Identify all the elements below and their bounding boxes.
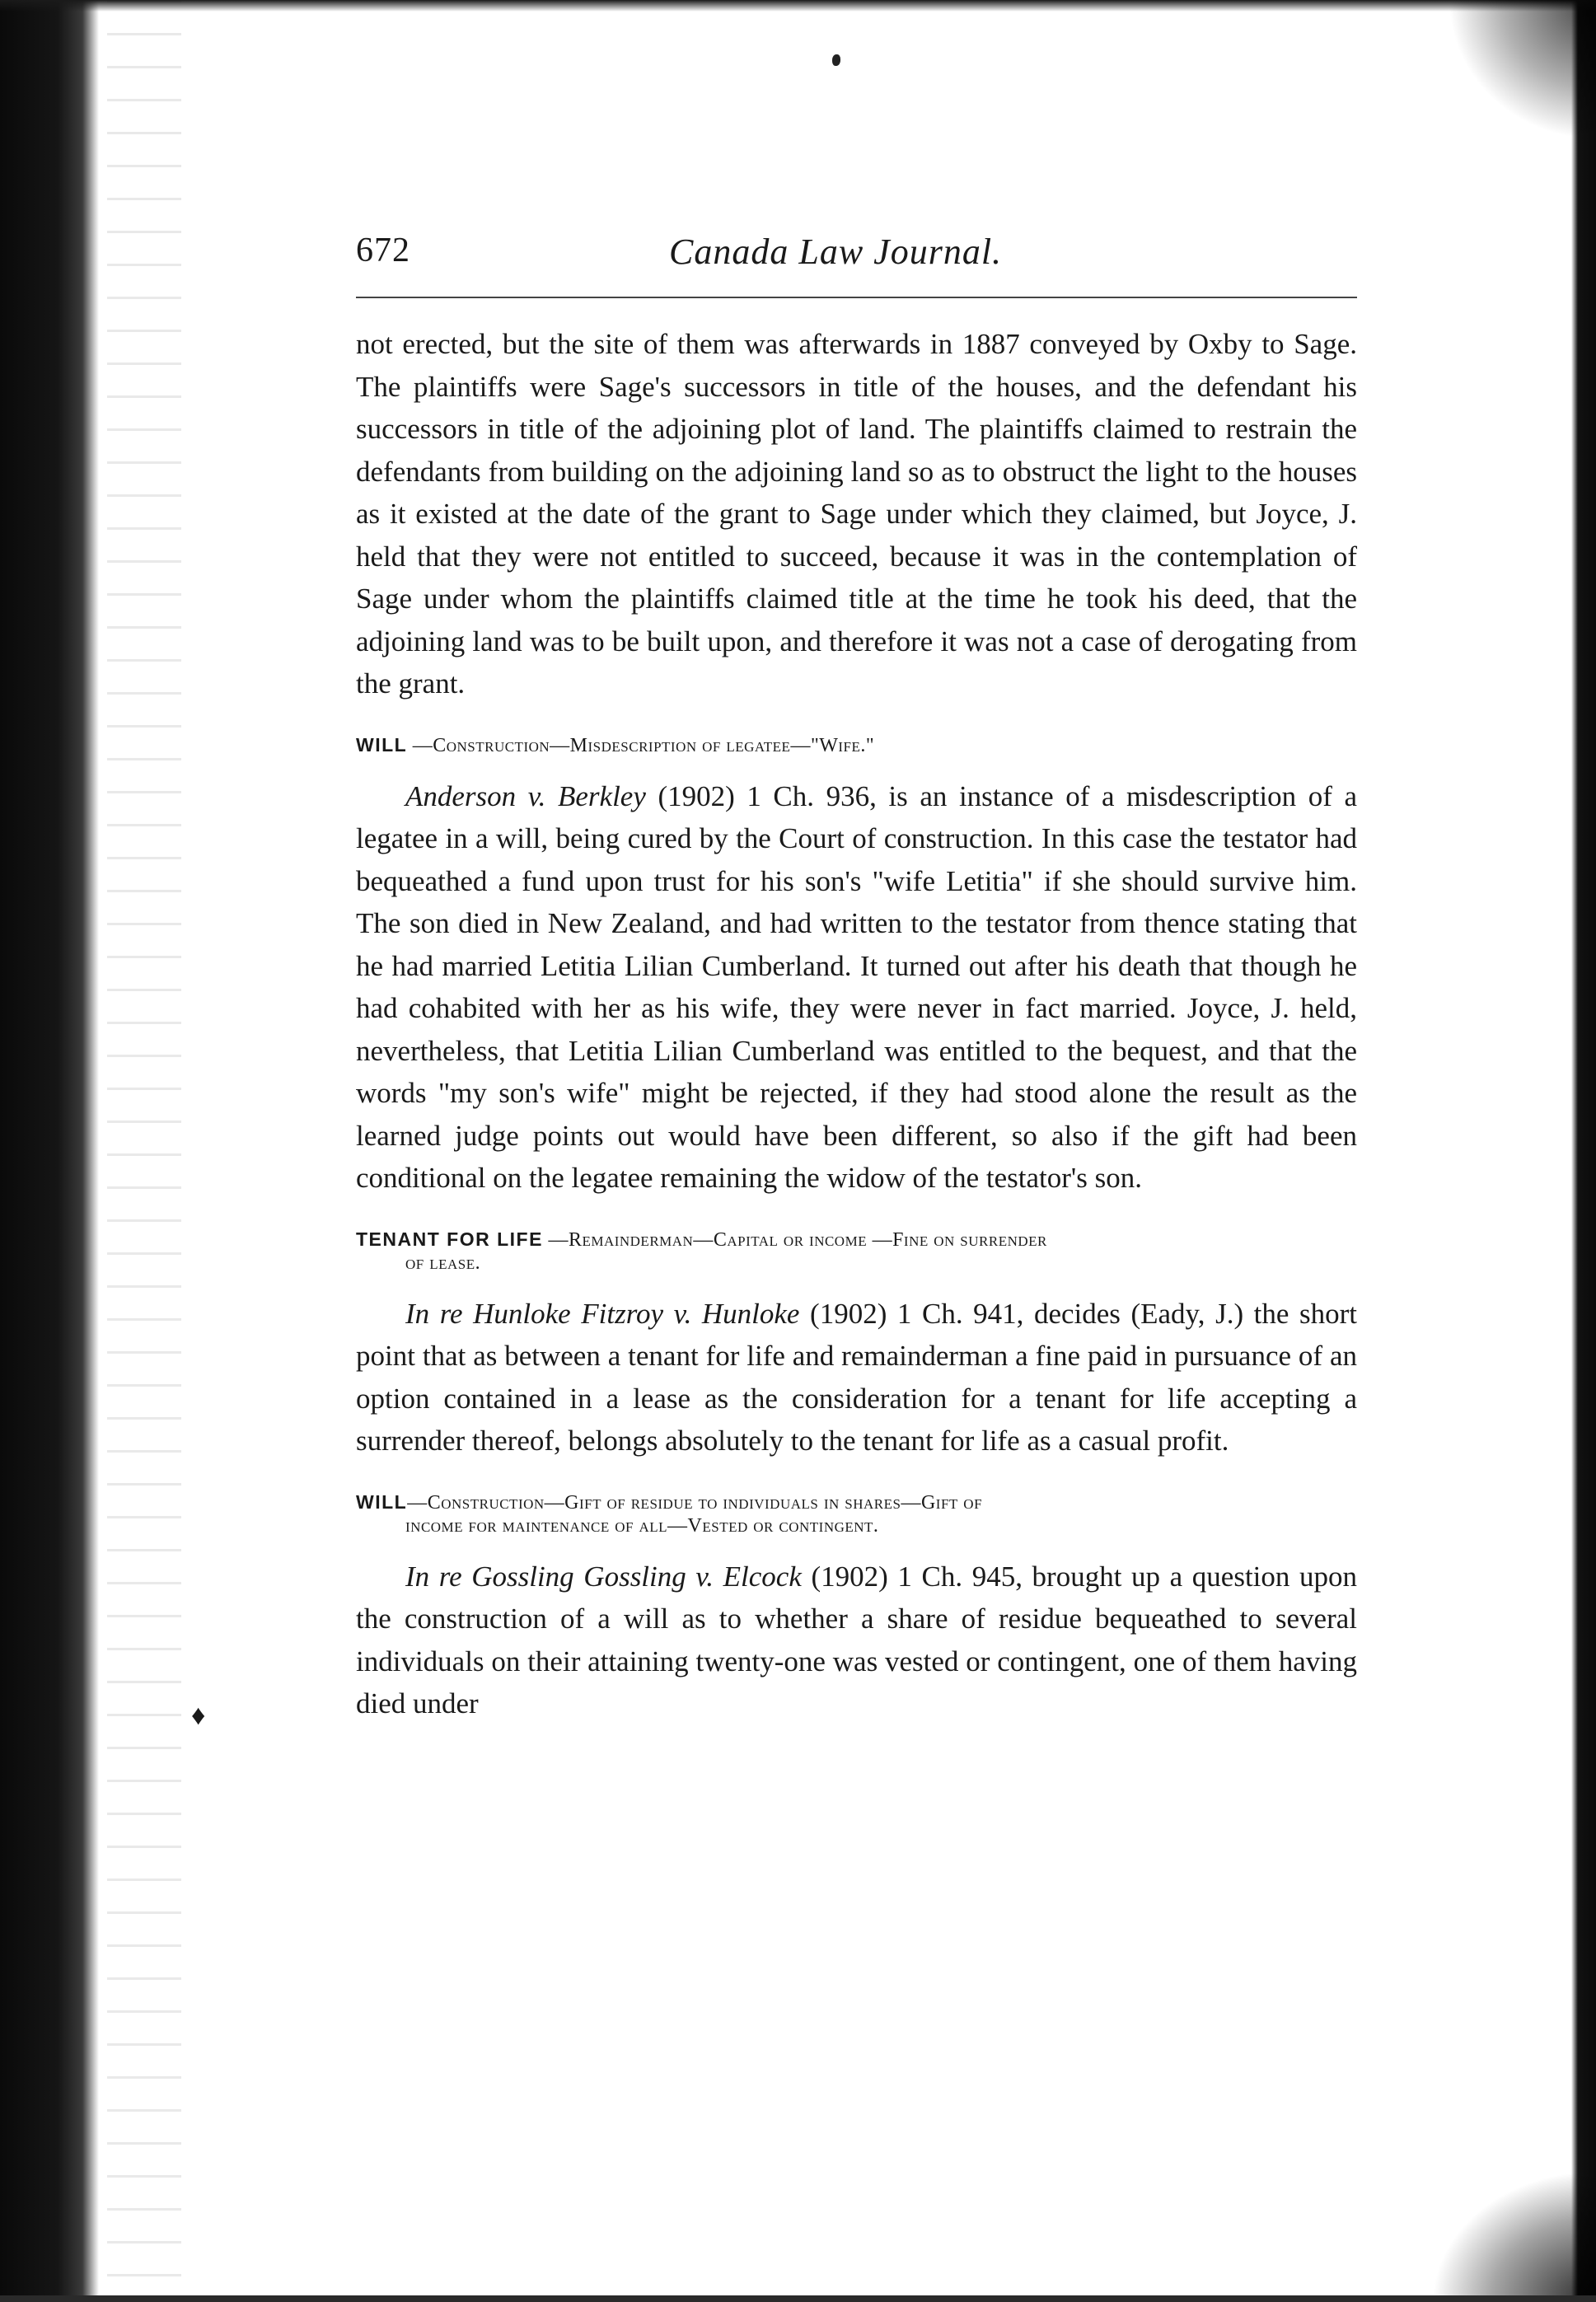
section-will-residue <box>356 1490 1357 1725</box>
scan-edge-bottom <box>0 2295 1596 2302</box>
document-page <box>356 231 1357 1725</box>
section-tenant-for-life <box>356 1228 1357 1462</box>
section-body: (1902) 1 Ch. 945, brought up a question upon the construction of a will as to whether a share of residue bequeathed to several individuals on their attaining twenty-one was vested or contingent, one of them having died under <box>356 1560 1357 1719</box>
section-heading-lead: WILL <box>356 1490 408 1513</box>
scan-edge-left <box>0 0 99 2302</box>
section-body: (1902) 1 Ch. 941, decides (Eady, J.) the short point that as between a tenant for life and remainderman a fine paid in pursuance of an option contained in a lease as the consideration for a tenant for life accepting a surrender thereof, belongs absolutely to the tenant for life as a casual profit. <box>356 1297 1357 1457</box>
section-heading-continued <box>405 1514 1357 1537</box>
section-heading <box>356 733 1357 757</box>
scan-edge-right <box>1571 0 1596 2302</box>
section-paragraph <box>356 1293 1357 1462</box>
section-heading-lead: TENANT FOR LIFE <box>356 1228 543 1250</box>
scan-corner-bottom-right <box>1431 2170 1596 2302</box>
case-citation: In re Hunloke Fitzroy v. Hunloke <box>405 1297 800 1330</box>
running-head <box>356 231 1357 300</box>
section-paragraph <box>356 775 1357 1200</box>
section-heading-rest: —Construction—Misdescription of legatee—"Wife." <box>407 734 875 756</box>
margin-mark: ♦ <box>191 1701 206 1731</box>
stray-mark <box>832 54 840 66</box>
scan-edge-streaks <box>107 0 181 2302</box>
section-heading-rest: —Construction—Gift of residue to individuals in shares—Gift of <box>407 1491 983 1514</box>
journal-title: Canada Law Journal. <box>669 232 1003 272</box>
header-rule <box>356 297 1357 298</box>
case-citation: In re Gossling Gossling v. Elcock <box>405 1560 802 1593</box>
section-heading-rest-line2: income for maintenance of all—Vested or contingent. <box>405 1514 879 1537</box>
scan-corner-top-right <box>1448 0 1596 140</box>
scan-edge-top <box>0 0 1596 12</box>
section-heading-continued <box>405 1252 1357 1275</box>
page-number: 672 <box>356 232 410 269</box>
section-body: (1902) 1 Ch. 936, is an instance of a misdescription of a legatee in a will, being cured by the Court of construction. In this case the testator had bequeathed a fund upon trust for his son's "wife Letitia" if she should survive him. The son died in New Zealand, and had written to the testator from thence stating that he had married Letitia Lilian Cumberland. It turned out after his death that though he had cohabited with her as his wife, they were never in fact married. Joyce, J. held, nevertheless, that Letitia Lilian Cumberland was entitled to the bequest, and that the words "my son's wife" might be rejected, if they had stood alone the result as the learned judge points out would have been different, so also if the gift had been conditional on the legatee remaining the widow of the testator's son. <box>356 779 1357 1194</box>
section-heading-lead: WILL <box>356 733 408 756</box>
section-heading-rest: —Remainderman—Capital or income —Fine on surrender <box>542 1228 1047 1251</box>
section-heading <box>356 1228 1357 1252</box>
opening-paragraph: not erected, but the site of them was afterwards in 1887 conveyed by Oxby to Sage. The plaintiffs were Sage's successors in title of the houses, and the defendant his successors in title of the adjoining plot of land. The plaintiffs claimed to restrain the defendants from building on the adjoining land so as to obstruct the light to the houses as it existed at the date of the grant to Sage under which they claimed, but Joyce, J. held that they were not entitled to succeed, because it was in the contemplation of Sage under whom the plaintiffs claimed title at the time he took his deed, that the adjoining land was to be built upon, and therefore it was not a case of derogating from the grant. <box>356 328 1357 699</box>
case-citation: Anderson v. Berkley <box>405 779 646 812</box>
section-heading <box>356 1490 1357 1514</box>
section-paragraph <box>356 1556 1357 1725</box>
section-will-misdescription <box>356 733 1357 1200</box>
section-heading-rest-line2: of lease. <box>405 1252 481 1274</box>
